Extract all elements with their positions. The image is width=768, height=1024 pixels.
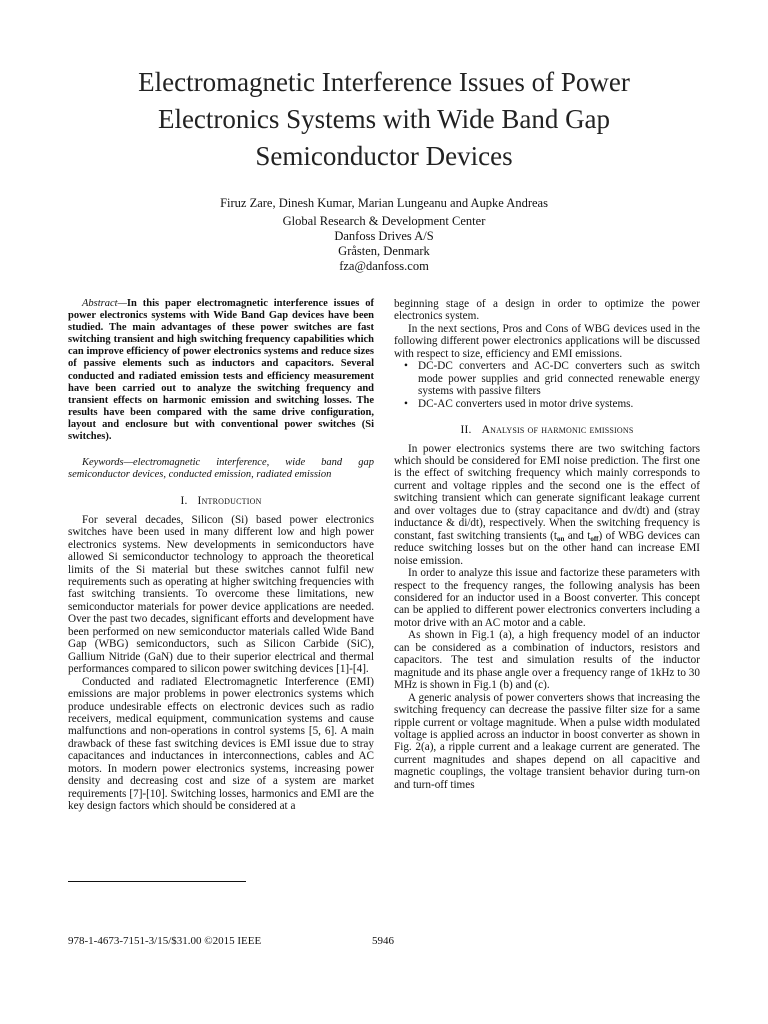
- subscript-off: off: [590, 534, 599, 543]
- keywords-label: Keywords—: [82, 457, 133, 469]
- title-line-1: Electromagnetic Interference Issues of Power: [138, 67, 630, 97]
- paragraph: [394, 443, 700, 568]
- right-column: [394, 298, 700, 791]
- text-run: and t: [564, 529, 591, 542]
- keywords: [68, 457, 374, 481]
- text-run: In power electronics systems there are two switching factors which should be considered for EMI noise prediction. The first one is the effect of switching frequency which mainly corresponds to current and voltage ripples and the second one is the effect of switching transient which can generate significant leakage current and over voltages due to (stray capacitance and dv/dt) and (stray inductance & di/dt), respectively. When the switching frequency is constant, fast switching transients (t: [394, 442, 700, 542]
- paragraph: For several decades, Silicon (Si) based power electronics switches have been used in many different low and high power electronics systems. New developments in semiconductors have allowed Si semiconductor technology to approach the theoretical limits of the Si material but these switches cannot fulfil new requirements such as operating at higher switching frequencies with fast switching transients. To overcome these limitations, new semiconductor materials for power device applications are needed. Over the past two decades, significant efforts and development have been performed on new semiconductor materials called Wide Band Gap (WBG) semiconductors, such as Silicon Carbide (SiC), Gallium Nitride (GaN) due to their superior electrical and thermal performances compared to silicon power switching devices [1]-[4].: [68, 513, 374, 676]
- affiliation-line: Global Research & Development Center: [282, 214, 486, 228]
- affiliation-line: Danfoss Drives A/S: [334, 229, 434, 243]
- keywords-text: electromagnetic interference, wide band gap semiconductor devices, conducted emission, radiated emission: [68, 457, 374, 481]
- paragraph: Conducted and radiated Electromagnetic Interference (EMI) emissions are major problems in power electronics systems which produce undesirable effects on electronic devices such as radio receivers, medical equipment, communication systems and cause malfunctions and non-operations in control systems [5, 6]. A main drawback of these fast switching devices is EMI issue due to stray capacitances and inductances in interconnections, cables and AC motors. In modern power electronics systems, increasing power density and decreasing cost and size of a system are market requirements [7]-[10]. Switching losses, harmonics and EMI are the key design factors which should be considered at a: [68, 675, 374, 813]
- author-names: Firuz Zare, Dinesh Kumar, Marian Lungeanu and Aupke Andreas: [220, 196, 548, 210]
- paragraph: As shown in Fig.1 (a), a high frequency model of an inductor can be considered as a combination of inductors, resistors and capacitors. The test and simulation results of the inductor magnitude and its phase angle over a frequency range of 1kHz to 30 MHz is shown in Fig.1 (b) and (c).: [394, 629, 700, 692]
- author-email: fza@danfoss.com: [339, 259, 429, 273]
- text-run: ) of WBG devices can reduce switching losses but on the other hand can increase EMI noise emission.: [394, 529, 701, 567]
- abstract-text: In this paper electromagnetic interference issues of power electronics systems with Wide Band Gap devices have been studied. The main advantages of these power switches are fast switching transient and high switching frequency capabilities which can improve efficiency of power electronics systems and reduce sizes of passive elements such as inductors and capacitors. Several conducted and radiated emission tests and efficiency measurement have been carried out to analyze the switching frequency and transient effects on harmonic emission and switching losses. The results have been compared with the same drive configuration, layout and enclosure but with conventional power switches (Si switches).: [68, 298, 374, 443]
- author-block: [60, 196, 708, 274]
- section-number: I.: [180, 495, 188, 508]
- paragraph: beginning stage of a design in order to optimize the power electronics system.: [394, 298, 700, 323]
- title-line-2: Electronics Systems with Wide Band Gap: [157, 104, 611, 134]
- paper-title: [60, 64, 708, 175]
- abstract: [68, 298, 374, 443]
- list-item: • DC-DC converters and AC-DC converters such as switch mode power supplies and grid connected renewable energy systems with passive filters: [418, 360, 700, 397]
- section-title: Introduction: [197, 495, 262, 508]
- section-title: Analysis of harmonic emissions: [481, 424, 634, 437]
- page-number: 5946: [372, 935, 394, 947]
- paragraph: In order to analyze this issue and factorize these parameters with respect to the frequency ranges, the following analysis has been considered for an inductor used in a Boost converter. This concept can be applied to different power electronics converters including a motor drive with an AC motor and a cable.: [394, 567, 700, 629]
- list-item: • DC-AC converters used in motor drive systems.: [418, 398, 700, 410]
- section-heading-introduction: [68, 495, 374, 507]
- copyright-line: 978-1-4673-7151-3/15/$31.00 ©2015 IEEE: [68, 935, 262, 947]
- section-number: II.: [460, 424, 472, 437]
- abstract-label: Abstract—: [82, 298, 127, 309]
- bullet-list: [394, 360, 700, 410]
- subscript-on: on: [556, 534, 565, 543]
- paragraph: In the next sections, Pros and Cons of WBG devices used in the following different power electronics applications will be discussed with respect to size, efficiency and EMI emissions.: [394, 322, 700, 360]
- affiliation-line: Gråsten, Denmark: [338, 244, 430, 258]
- left-column: [68, 298, 374, 813]
- footnote-rule: [68, 881, 246, 882]
- paragraph: A generic analysis of power converters shows that increasing the switching frequency can decrease the passive filter size for a same ripple current or voltage magnitude. When a pulse width modulated voltage is applied across an inductor in boost converter as shown in Fig. 2(a), a ripple current and a leakage current are generated. The current magnitudes and shapes depend on all capacitive and magnetic couplings, the voltage transient behavior during turn-on and turn-off times: [394, 691, 700, 791]
- section-heading-analysis: [394, 424, 700, 436]
- title-line-3: Semiconductor Devices: [255, 141, 513, 171]
